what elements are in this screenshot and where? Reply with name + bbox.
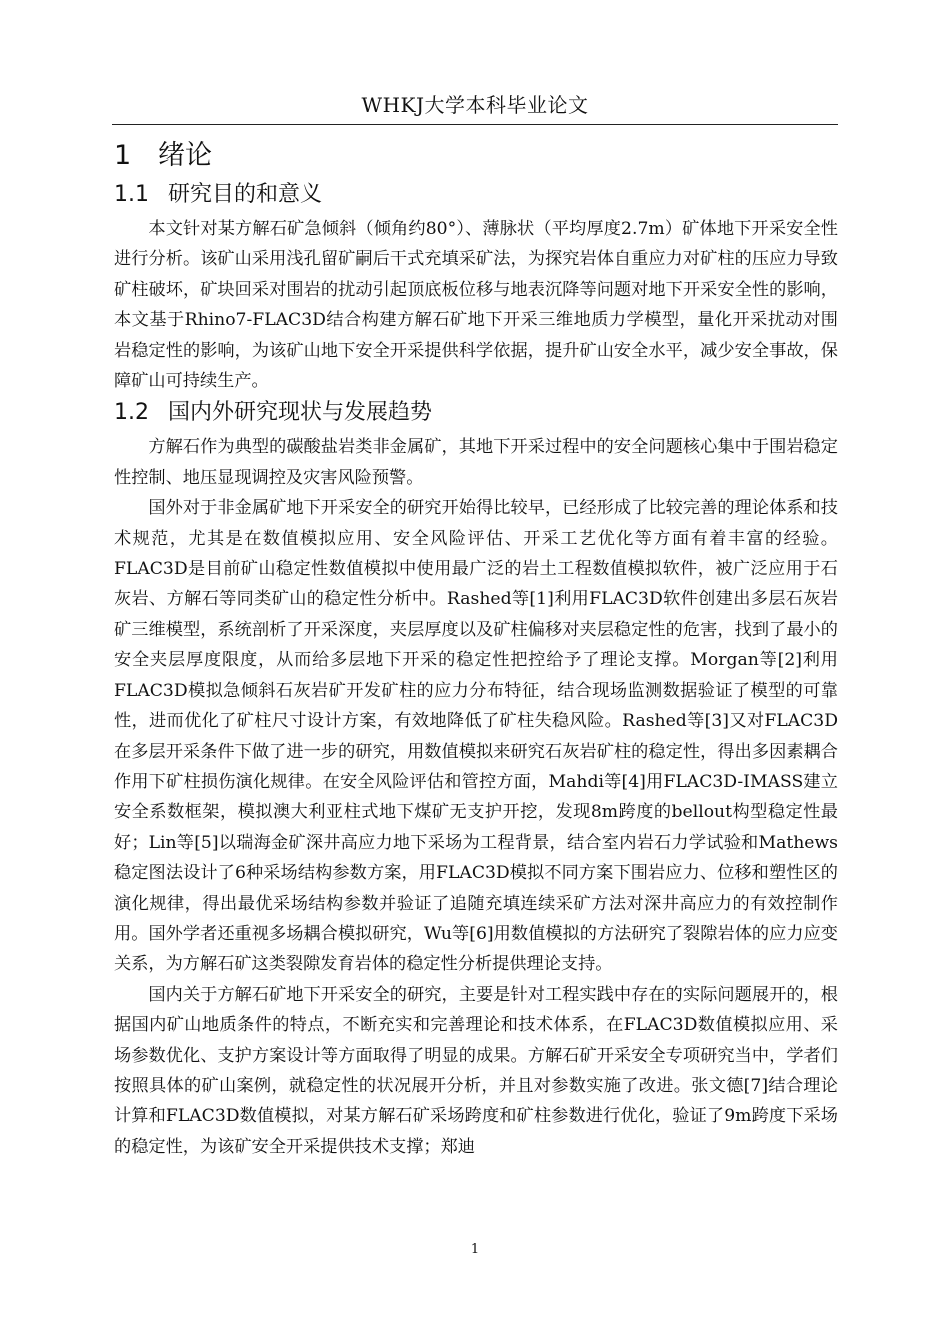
section-number: 1.2 [114,400,149,426]
paragraph: 国内关于方解石矿地下开采安全的研究，主要是针对工程实践中存在的实际问题展开的，根据国内矿山地质条件的特点，不断充实和完善理论和技术体系，在FLAC3D数值模拟应用、采场参数优化、支护方案设计等方面取得了明显的成果。方解石矿开采安全专项研究当中，学者们按照具体的矿山案例，就稳定性的状况展开分析，并且对参数实施了改进。张文德[7]结合理论计算和FLAC3D数值模拟，对某方解石矿采场跨度和矿柱参数进行优化，验证了9m跨度下采场的稳定性，为该矿安全开采提供技术支撑；郑迪 [114,984,838,1157]
paragraph: 国外对于非金属矿地下开采安全的研究开始得比较早，已经形成了比较完善的理论体系和技术规范，尤其是在数值模拟应用、安全风险评估、开采工艺优化等方面有着丰富的经验。FLAC3D是目前矿山稳定性数值模拟中使用最广泛的岩土工程数值模拟软件，被广泛应用于石灰岩、方解石等同类矿山的稳定性分析中。Rashed等[1]利用FLAC3D软件创建出多层石灰岩矿三维模型，系统剖析了开采深度，夹层厚度以及矿柱偏移对夹层稳定性的危害，找到了最小的安全夹层厚度限度，从而给多层地下开采的稳定性把控给予了理论支撑。Morgan等[2]利用FLAC3D模拟急倾斜石灰岩矿开发矿柱的应力分布特征，结合现场监测数据验证了模型的可靠性，进而优化了矿柱尺寸设计方案，有效地降低了矿柱失稳风险。Rashed等[3]又对FLAC3D在多层开采条件下做了进一步的研究，用数值模拟来研究石灰岩矿柱的稳定性，得出多因素耦合作用下矿柱损伤演化规律。在安全风险评估和管控方面，Mahdi等[4]用FLAC3D-IMASS建立安全系数框架，模拟澳大利亚柱式地下煤矿无支护开挖，发现8m跨度的bellout构型稳定性最好；Lin等[5]以瑞海金矿深井高应力地下采场为工程背景，结合室内岩石力学试验和Mathews稳定图法设计了6种采场结构参数方案，用FLAC3D模拟不同方案下围岩应力、位移和塑性区的演化规律，得出最优采场结构参数并验证了追随充填连续采矿方法对深井高应力的有效控制作用。国外学者还重视多场耦合模拟研究，Wu等[6]用数值模拟的方法研究了裂隙岩体的应力应变关系，为方解石矿这类裂隙发育岩体的稳定性分析提供理论支持。 [114,498,838,975]
paragraph: 方解石作为典型的碳酸盐岩类非金属矿，其地下开采过程中的安全问题核心集中于围岩稳定性控制、地压显现调控及灾害风险预警。 [114,437,838,488]
header-rule [112,124,838,125]
chapter-title: 绪论 [158,140,212,171]
section-title: 研究目的和意义 [168,182,323,207]
paragraph: 本文针对某方解石矿急倾斜（倾角约80°）、薄脉状（平均厚度2.7m）矿体地下开采安全性进行分析。该矿山采用浅孔留矿嗣后干式充填采矿法，为探究岩体自重应力对矿柱的压应力导致矿柱破坏，矿块回采对围岩的扰动引起顶底板位移与地表沉降等问题对地下开采安全性的影响，本文基于Rhino7-FLAC3D结合构建方解石矿地下开采三维地质力学模型，量化开采扰动对围岩稳定性的影响，为该矿山地下安全开采提供科学依据，提升矿山安全水平，减少安全事故，保障矿山可持续生产。 [114,219,838,392]
section-title: 国内外研究现状与发展趋势 [168,400,433,426]
running-header: WHKJ大学本科毕业论文 [361,93,589,117]
chapter-heading [114,136,838,178]
chapter-number: 1 [114,140,132,171]
page-content [114,136,838,1162]
section-heading-1-1 [114,178,838,214]
section-number: 1.1 [114,182,149,207]
page-number: 1 [470,1242,480,1257]
section-heading-1-2 [114,396,838,432]
